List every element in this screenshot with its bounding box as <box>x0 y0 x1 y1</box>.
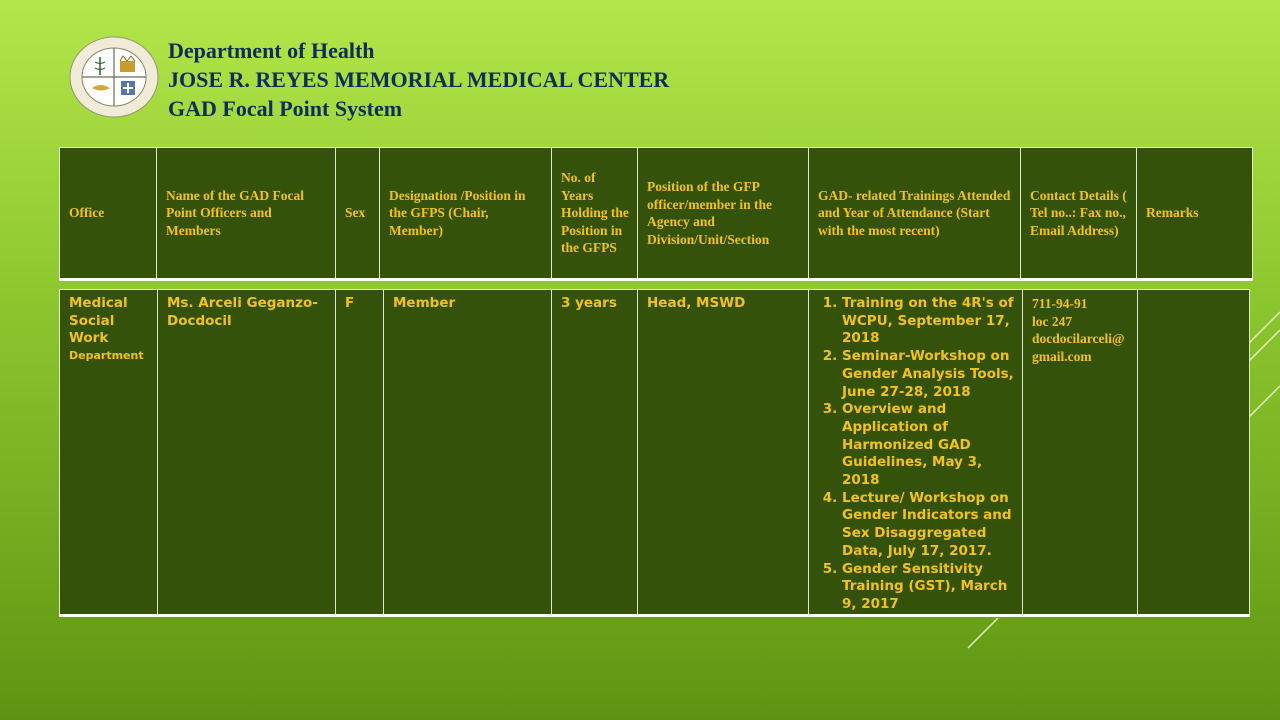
system-name: GAD Focal Point System <box>168 96 403 121</box>
column-header-name: Name of the GAD Focal Point Officers and Members <box>157 148 336 280</box>
office-name: Medical Social Work <box>69 295 128 347</box>
table-row <box>60 290 1250 616</box>
department-name: Department of Health <box>168 38 375 63</box>
contact-tel: 711-94-91 <box>1032 296 1088 311</box>
list-item: 2. Seminar-Workshop on Gender Analysis Tools, June 27-28, 2018 <box>842 348 1016 401</box>
cell-position: Head, MSWD <box>638 290 809 616</box>
hospital-icon <box>121 81 135 95</box>
table-body <box>59 289 1250 617</box>
column-header-position: Position of the GFP officer/member in the Agency and Division/Unit/Section <box>638 148 809 280</box>
cell-years: 3 years <box>552 290 638 616</box>
list-item: 4. Lecture/ Workshop on Gender Indicators and Sex Disaggregated Data, July 17, 2017. <box>842 490 1016 561</box>
hospital-logo <box>68 35 160 119</box>
office-sub: Department <box>69 349 144 363</box>
contact-email: docdocilarceli@gmail.com <box>1032 331 1125 365</box>
contact-loc: loc 247 <box>1032 313 1073 329</box>
column-header-contact: Contact Details ( Tel no..: Fax no., Email Address) <box>1021 148 1137 280</box>
list-item: 3. Overview and Application of Harmonized GAD Guidelines, May 3, 2018 <box>842 401 1016 490</box>
page-title <box>168 36 669 123</box>
column-header-remarks: Remarks <box>1137 148 1253 280</box>
table-header <box>59 147 1253 281</box>
cell-contact <box>1023 290 1138 616</box>
trainings-list <box>818 295 1016 614</box>
cell-trainings <box>809 290 1023 616</box>
column-header-years: No. of Years Holding the Position in the GFPS <box>552 148 638 280</box>
cell-remarks <box>1138 290 1250 616</box>
cell-name: Ms. Arceli Geganzo-Docdocil <box>158 290 336 616</box>
cell-office <box>60 290 158 616</box>
column-header-trainings: GAD- related Trainings Attended and Year of Attendance (Start with the most recent) <box>809 148 1021 280</box>
list-item: 5. Gender Sensitivity Training (GST), March 9, 2017 <box>842 561 1016 614</box>
cell-sex: F <box>336 290 384 616</box>
column-header-designation: Designation /Position in the GFPS (Chair, Member) <box>380 148 552 280</box>
column-header-sex: Sex <box>336 148 380 280</box>
list-item: 1. Training on the 4R's of WCPU, September 17, 2018 <box>842 295 1016 348</box>
cell-designation: Member <box>384 290 552 616</box>
center-name: JOSE R. REYES MEMORIAL MEDICAL CENTER <box>168 67 670 92</box>
column-header-office: Office <box>60 148 157 280</box>
